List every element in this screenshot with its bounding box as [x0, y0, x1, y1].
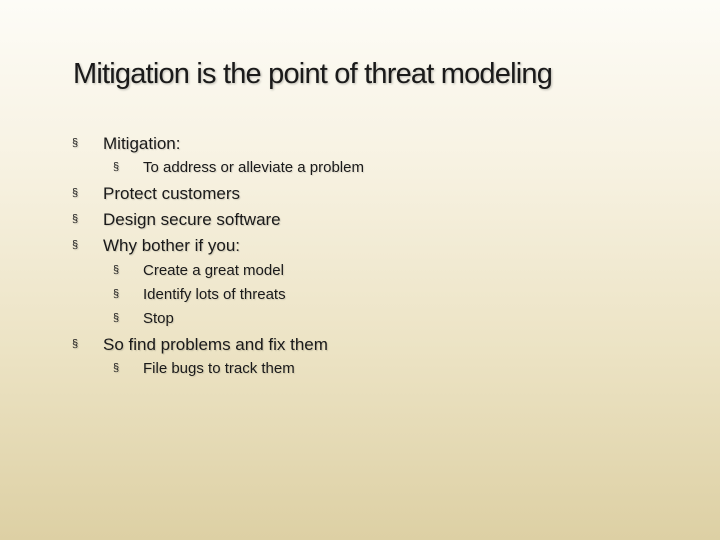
- bullet-text: Why bother if you:: [103, 236, 241, 255]
- bullet-text: Stop: [143, 310, 174, 327]
- bullet-marker-icon: §: [72, 213, 79, 225]
- bullet-text: So find problems and fix them: [103, 335, 328, 354]
- bullet-marker-icon: §: [113, 362, 120, 374]
- bullet-item-level-1: [72, 134, 181, 154]
- bullet-marker-icon: §: [72, 137, 79, 149]
- bullet-text: Design secure software: [103, 210, 281, 229]
- bullet-marker-icon: §: [113, 288, 120, 300]
- bullet-text: To address or alleviate a problem: [143, 159, 364, 176]
- bullet-marker-icon: §: [113, 264, 120, 276]
- bullet-item-level-1: [72, 184, 240, 204]
- bullet-item-level-2: [113, 360, 295, 377]
- bullet-text: Create a great model: [143, 262, 284, 279]
- bullet-text: Identify lots of threats: [143, 286, 286, 303]
- bullet-item-level-2: [113, 159, 364, 176]
- bullet-marker-icon: §: [72, 338, 79, 350]
- bullet-marker-icon: §: [113, 312, 120, 324]
- bullet-item-level-1: [72, 210, 281, 230]
- bullet-item-level-1: [72, 335, 328, 355]
- bullet-text: Mitigation:: [103, 134, 181, 153]
- bullet-marker-icon: §: [72, 187, 79, 199]
- slide-title: Mitigation is the point of threat modeling: [73, 58, 553, 90]
- bullet-item-level-1: [72, 236, 241, 256]
- bullet-item-level-2: [113, 310, 174, 327]
- bullet-text: File bugs to track them: [143, 360, 295, 377]
- bullet-text: Protect customers: [103, 184, 240, 203]
- bullet-item-level-2: [113, 262, 284, 279]
- bullet-marker-icon: §: [113, 161, 120, 173]
- bullet-marker-icon: §: [72, 239, 79, 251]
- bullet-item-level-2: [113, 286, 286, 303]
